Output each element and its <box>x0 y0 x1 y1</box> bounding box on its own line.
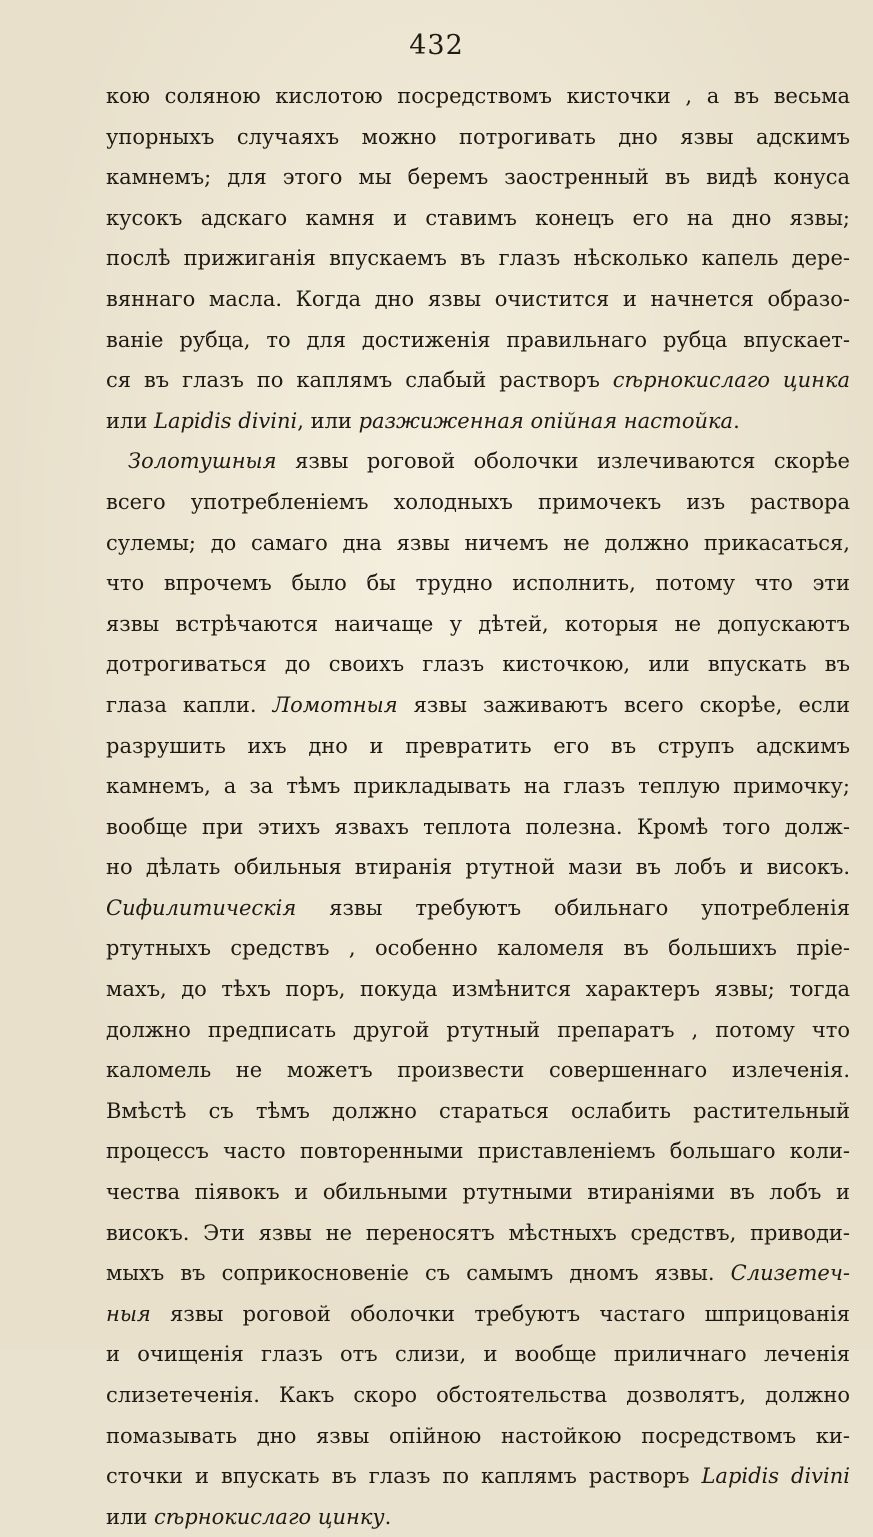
text-segment: язвы роговой оболочки излечиваются скорѣе <box>276 449 850 474</box>
text-segment: Вмѣстѣ съ тѣмъ должно стараться ослабить растительный <box>106 1098 850 1123</box>
text-line <box>106 1172 850 1213</box>
italic-term: разжиженная опійная настойка <box>358 408 734 433</box>
text-segment: или <box>106 1504 155 1529</box>
text-line <box>106 685 850 726</box>
text-line <box>106 401 850 442</box>
text-line <box>106 1375 850 1416</box>
text-segment: язвы требуютъ обильнаго употребленія <box>296 895 850 920</box>
text-line <box>106 1497 850 1537</box>
text-line <box>106 157 850 198</box>
italic-term: Золотушныя <box>128 449 277 474</box>
text-line <box>106 279 850 320</box>
text-segment: сточки и впускать въ глазъ по каплямъ растворъ <box>106 1464 702 1489</box>
text-line <box>106 1213 850 1254</box>
text-line <box>106 482 850 523</box>
text-line <box>106 1010 850 1051</box>
text-line <box>106 1334 850 1375</box>
text-line <box>106 360 850 401</box>
text-line <box>106 1050 850 1091</box>
body-text <box>106 76 850 1537</box>
text-line <box>106 847 850 888</box>
text-segment: чества піявокъ и обильными ртутными втираніями въ лобъ и <box>106 1180 850 1205</box>
text-line <box>106 320 850 361</box>
text-line <box>106 117 850 158</box>
text-segment: или <box>106 408 155 433</box>
text-segment: язвы роговой оболочки требуютъ частаго шприцованія <box>150 1301 850 1326</box>
text-segment: язвы заживаютъ всего скорѣе, если <box>397 692 850 717</box>
text-line <box>106 644 850 685</box>
text-segment: и очищенія глазъ отъ слизи, и вообще приличнаго леченія <box>106 1342 850 1367</box>
text-segment: всего употребленіемъ холодныхъ примочекъ изъ раствора <box>106 489 850 514</box>
text-line <box>106 604 850 645</box>
text-segment: слизетеченія. Какъ скоро обстоятельства дозволятъ, должно <box>106 1383 850 1407</box>
text-segment: дотрогиваться до своихъ глазъ кисточкою, или впускать въ <box>106 652 850 677</box>
italic-term: Lapidis divini <box>701 1464 850 1489</box>
text-line <box>106 807 850 848</box>
text-segment: послѣ прижиганія впускаемъ въ глазъ нѣсколько капель дере- <box>106 246 850 271</box>
text-segment: високъ. Эти язвы не переносятъ мѣстныхъ средствъ, приводи- <box>106 1220 850 1245</box>
text-line <box>106 1456 850 1497</box>
italic-term: сѣрнокислаго цинку <box>154 1504 385 1529</box>
text-line <box>106 969 850 1010</box>
text-line <box>106 441 850 482</box>
text-segment: камнемъ; для этого мы беремъ заостренный въ видѣ конуса <box>106 165 850 190</box>
text-segment: язвы встрѣчаются наичаще у дѣтей, которыя не допускаютъ <box>106 611 850 636</box>
text-segment: вяннаго масла. Когда дно язвы очистится и начнется образо- <box>106 286 850 311</box>
text-segment: кою соляною кислотою посредствомъ кисточки , а въ весьма <box>106 84 850 108</box>
text-line <box>106 76 850 117</box>
text-line <box>106 563 850 604</box>
text-segment: . <box>384 1504 392 1529</box>
text-line <box>106 888 850 929</box>
text-segment: должно предписать другой ртутный препаратъ , потому что <box>106 1017 850 1042</box>
text-segment: процессъ часто повторенными приставленіемъ большаго коли- <box>106 1139 850 1164</box>
text-line <box>106 1091 850 1132</box>
text-segment: кусокъ адскаго камня и ставимъ конецъ его на дно язвы; <box>106 205 850 230</box>
italic-term: сѣрнокислаго цинка <box>612 368 850 393</box>
text-line <box>106 1416 850 1457</box>
text-line <box>106 1294 850 1335</box>
italic-term: ныя <box>106 1301 151 1326</box>
text-segment: махъ, до тѣхъ поръ, покуда измѣнится характеръ язвы; тогда <box>106 977 850 1002</box>
text-segment: , или <box>297 408 359 433</box>
text-segment: вообще при этихъ язвахъ теплота полезна. Кромѣ того долж- <box>106 814 850 839</box>
text-segment: разрушить ихъ дно и превратить его въ струпъ адскимъ <box>106 733 850 758</box>
italic-term: Слизетеч- <box>730 1261 850 1286</box>
text-segment: упорныхъ случаяхъ можно потрогивать дно язвы адскимъ <box>106 124 850 149</box>
text-line <box>106 523 850 564</box>
page-number: 432 <box>409 30 464 61</box>
text-line <box>106 198 850 239</box>
italic-term: Сифилитическія <box>106 895 297 920</box>
text-line <box>106 1131 850 1172</box>
text-segment: но дѣлать обильныя втиранія ртутной мази въ лобъ и високъ. <box>106 855 850 880</box>
italic-term: Ломотныя <box>272 692 398 717</box>
text-segment: ваніе рубца, то для достиженія правильнаго рубца впускает- <box>106 327 850 352</box>
text-segment: что впрочемъ было бы трудно исполнить, потому что эти <box>106 571 850 596</box>
text-segment: ртутныхъ средствъ , особенно каломеля въ большихъ пріе- <box>106 936 850 961</box>
italic-term: Lapidis divini <box>154 408 298 433</box>
text-line <box>106 726 850 767</box>
text-segment: ся въ глазъ по каплямъ слабый растворъ <box>106 368 613 393</box>
text-segment: глаза капли. <box>106 692 273 717</box>
text-line <box>106 1253 850 1294</box>
text-segment: . <box>733 408 740 433</box>
text-segment: мыхъ въ соприкосновеніе съ самымъ дномъ язвы. <box>106 1261 731 1286</box>
text-segment: каломель не можетъ произвести совершеннаго излеченія. <box>106 1058 850 1083</box>
text-segment: камнемъ, а за тѣмъ прикладывать на глазъ теплую примочку; <box>106 774 850 799</box>
text-line <box>106 928 850 969</box>
text-line <box>106 766 850 807</box>
text-segment: помазывать дно язвы опійною настойкою посредствомъ ки- <box>106 1423 850 1448</box>
text-line <box>106 238 850 279</box>
text-segment: сулемы; до самаго дна язвы ничемъ не должно прикасаться, <box>106 530 850 555</box>
